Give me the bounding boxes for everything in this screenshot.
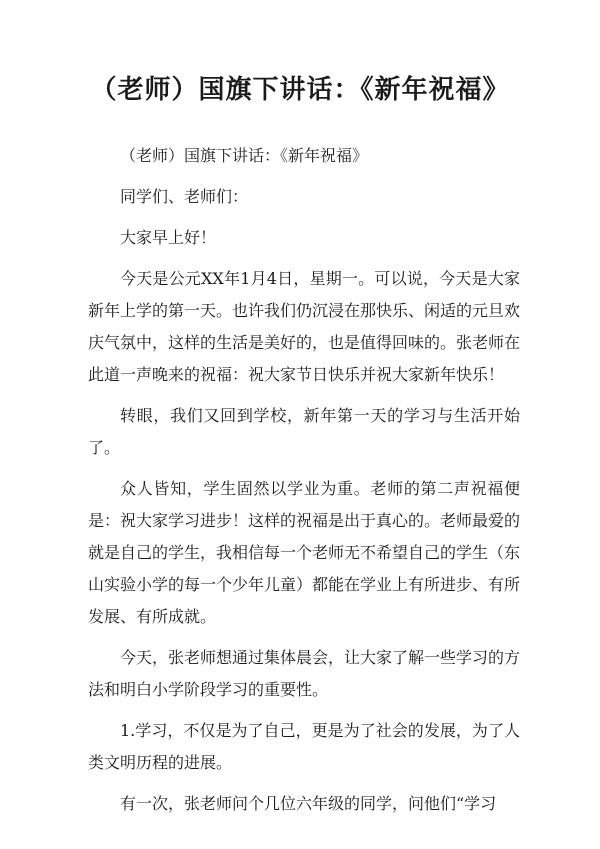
paragraph-salutation: 同学们、老师们： bbox=[120, 187, 249, 206]
document-title: （老师）国旗下讲话：《新年祝福》 bbox=[90, 75, 510, 105]
paragraph-point-one: 1.学习，不仅是为了自己，更是为了社会的发展，为了人类文明历程的进展。 bbox=[88, 721, 520, 772]
paragraph-second-blessing: 众人皆知，学生固然以学业为重。老师的第二声祝福便是：祝大家学习进步！这样的祝福是出于真心的。老师最爱的就是自己的学生，我相信每一个老师无不希望自己的学生（东山实验小学的每一个少年儿童）都能在学业上有所进步、有所发展、有所成就。 bbox=[88, 479, 521, 626]
paragraph-heading-repeat: （老师）国旗下讲话：《新年祝福》 bbox=[120, 146, 369, 165]
paragraph-new-year-day: 今天是公元XX年1月4日，星期一。可以说，今天是大家新年上学的第一天。也许我们仍沉浸在那快乐、闲适的元旦欢庆气氛中，这样的生活是美好的，也是值得回味的。张老师在此道一声晚来的祝福：祝大家节日快乐并祝大家新年快乐！ bbox=[88, 269, 521, 384]
paragraph-morning-meeting: 今天，张老师想通过集体晨会，让大家了解一些学习的方法和明白小学阶段学习的重要性。 bbox=[88, 648, 521, 699]
paragraph-anecdote: 有一次，张老师问个几位六年级的同学，问他们“学习 bbox=[120, 794, 497, 813]
paragraph-greeting: 大家早上好！ bbox=[120, 228, 217, 247]
document-body bbox=[88, 140, 520, 820]
paragraph-back-to-school: 转眼，我们又回到学校，新年第一天的学习与生活开始了。 bbox=[88, 406, 520, 457]
